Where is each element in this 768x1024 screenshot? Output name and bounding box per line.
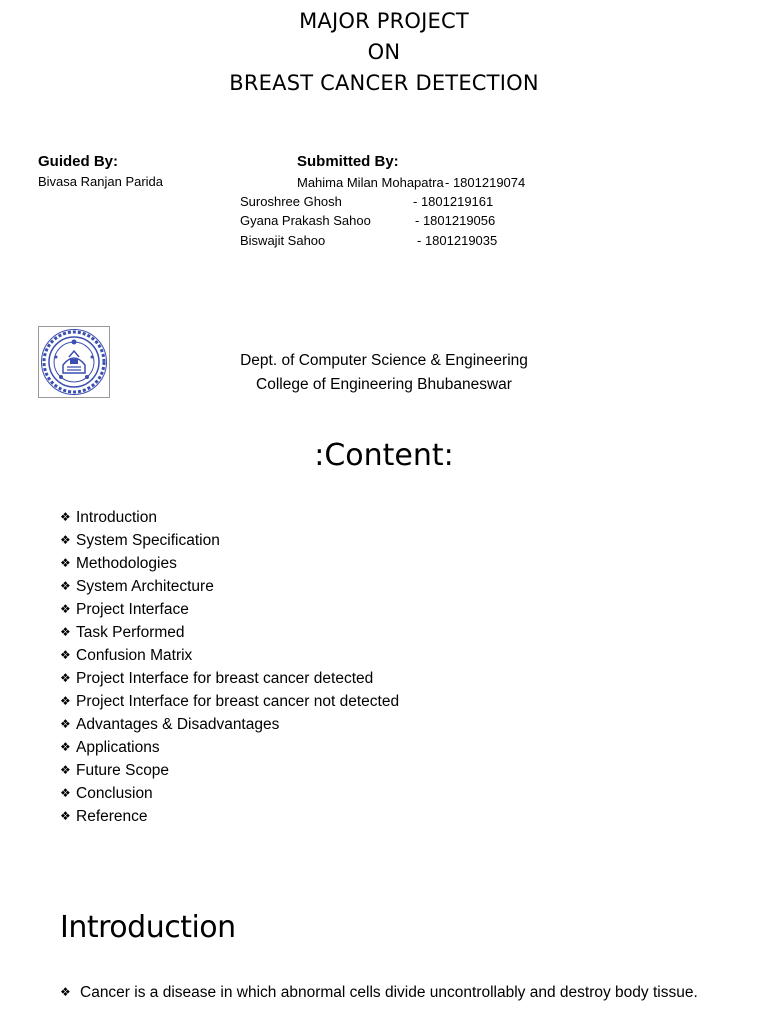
diamond-bullet-icon: ❖ — [60, 717, 71, 731]
list-item — [60, 621, 399, 644]
list-item — [60, 575, 399, 598]
list-item-label: Introduction — [76, 509, 157, 526]
list-item-label: System Specification — [76, 532, 220, 549]
member-id: - 1801219035 — [417, 233, 498, 248]
list-item — [60, 552, 399, 575]
diamond-bullet-icon: ❖ — [60, 602, 71, 616]
submitted-by-label: Submitted By: — [297, 153, 399, 170]
list-item-label: Project Interface for breast cancer not detected — [76, 693, 400, 710]
member-name: Biswajit Sahoo — [240, 233, 326, 248]
introduction-text: Cancer is a disease in which abnormal cells divide uncontrollably and destroy body tissue. — [80, 984, 698, 1001]
member-id: - 1801219074 — [445, 175, 526, 190]
list-item — [60, 736, 399, 759]
list-item — [60, 690, 399, 713]
list-item-label: Conclusion — [76, 785, 153, 802]
list-item — [60, 667, 399, 690]
diamond-bullet-icon: ❖ — [60, 556, 71, 570]
list-item-label: Future Scope — [76, 762, 170, 779]
diamond-bullet-icon: ❖ — [60, 740, 71, 754]
member-name: Mahima Milan Mohapatra — [297, 175, 444, 190]
diamond-bullet-icon: ❖ — [60, 763, 71, 777]
title-line-1: MAJOR PROJECT — [299, 9, 469, 33]
department-block — [148, 349, 620, 397]
diamond-bullet-icon: ❖ — [60, 648, 71, 662]
guide-name: Bivasa Ranjan Parida — [38, 174, 164, 189]
list-item — [60, 644, 399, 667]
diamond-bullet-icon: ❖ — [60, 625, 71, 639]
list-item — [60, 759, 399, 782]
list-item-label: Applications — [76, 739, 160, 756]
list-item-label: Project Interface — [76, 601, 189, 618]
list-item-label: Methodologies — [76, 555, 177, 572]
list-item — [60, 506, 399, 529]
list-item — [60, 713, 399, 736]
member-id: - 1801219161 — [413, 194, 494, 209]
list-item — [60, 529, 399, 552]
content-heading: :Content: — [314, 438, 454, 473]
diamond-bullet-icon: ❖ — [60, 671, 71, 685]
diamond-bullet-icon: ❖ — [60, 510, 71, 524]
list-item-label: System Architecture — [76, 578, 214, 595]
list-item-label: Project Interface for breast cancer detected — [76, 670, 374, 687]
list-item — [60, 805, 399, 828]
diamond-bullet-icon: ❖ — [60, 809, 71, 823]
introduction-paragraph — [60, 982, 710, 1003]
diamond-bullet-icon: ❖ — [60, 786, 71, 800]
diamond-bullet-icon: ❖ — [60, 533, 71, 547]
list-item-label: Task Performed — [76, 624, 185, 641]
college-name: College of Engineering Bhubaneswar — [256, 376, 512, 393]
college-emblem-icon — [38, 326, 110, 398]
department-name: Dept. of Computer Science & Engineering — [240, 352, 528, 369]
diamond-bullet-icon: ❖ — [60, 694, 71, 708]
college-emblem-graphic — [39, 327, 109, 397]
list-item-label: Reference — [76, 808, 148, 825]
member-name: Gyana Prakash Sahoo — [240, 213, 371, 228]
list-item-label: Confusion Matrix — [76, 647, 193, 664]
list-item — [60, 782, 399, 805]
title-line-2: ON — [367, 40, 401, 64]
diamond-bullet-icon: ❖ — [60, 579, 71, 593]
project-title — [0, 6, 768, 99]
introduction-heading: Introduction — [60, 910, 236, 945]
guided-by-label: Guided By: — [38, 153, 119, 170]
member-name: Suroshree Ghosh — [240, 194, 342, 209]
list-item — [60, 598, 399, 621]
list-item-label: Advantages & Disadvantages — [76, 716, 280, 733]
table-of-contents — [60, 506, 399, 828]
member-id: - 1801219056 — [415, 213, 496, 228]
title-line-3: BREAST CANCER DETECTION — [229, 71, 539, 95]
diamond-bullet-icon: ❖ — [60, 985, 71, 999]
